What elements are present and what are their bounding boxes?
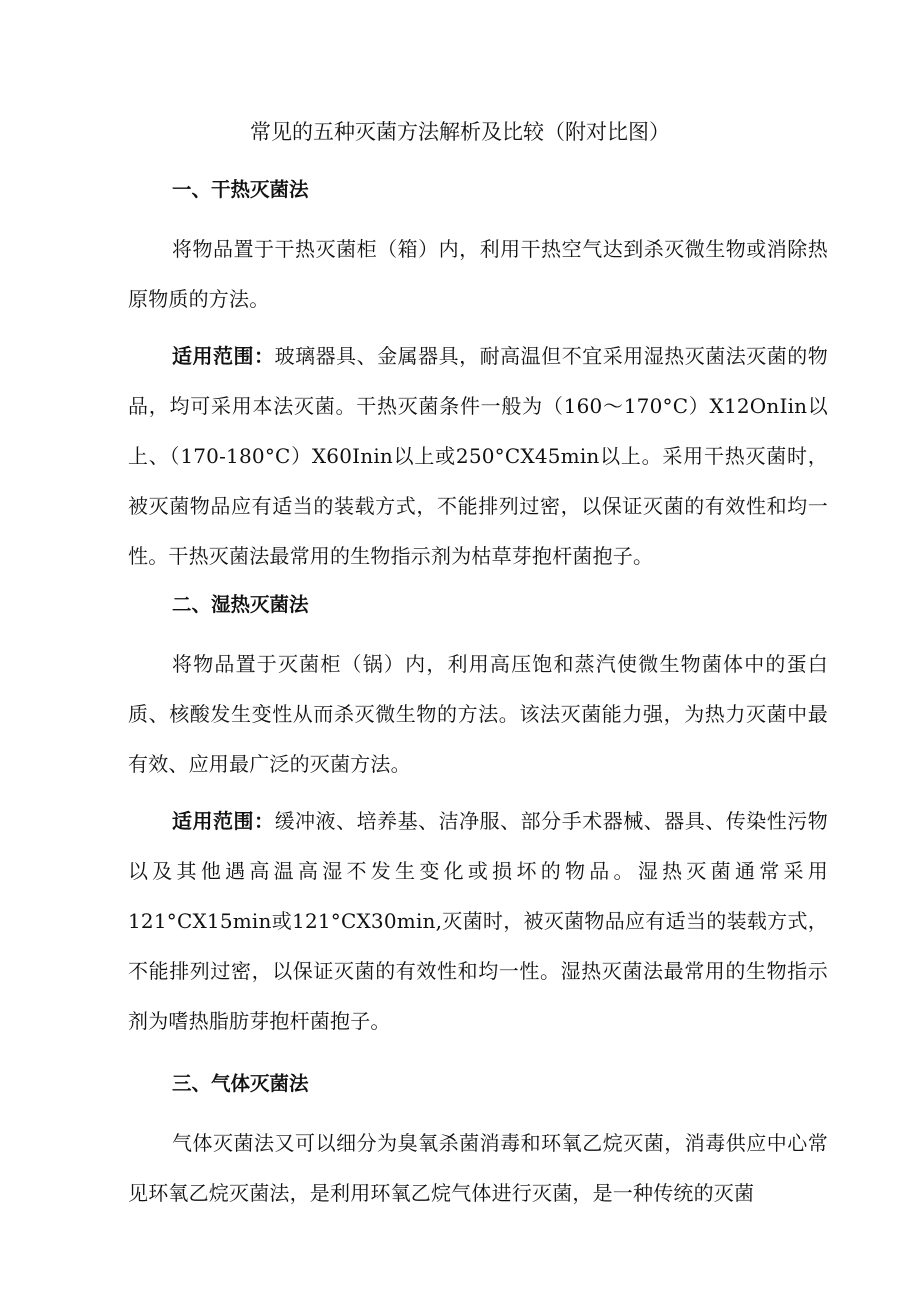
section-gas — [128, 1068, 828, 1218]
scope-label: 适用范围： — [172, 344, 275, 368]
document-title: 常见的五种灭菌方法解析及比较（附对比图） — [250, 120, 670, 144]
scope-text: 缓冲液、培养基、洁净服、部分手术器械、器具、传染性污物以及其他遇高温高湿不发生变化或损坏的物品。湿热灭菌通常采用121°CX15min或121°CX30min,灭菌时，被灭菌物品应有适当的装载方式，不能排列过密，以保证灭菌的有效性和均一性。湿热灭菌法最常用的生物指示剂为嗜热脂肪芽抱杆菌抱子。 — [128, 809, 829, 1033]
section-scope-paragraph — [128, 796, 828, 1046]
scope-label: 适用范围： — [172, 809, 275, 833]
section-heading: 一、干热灭菌法 — [172, 178, 309, 201]
section-moist-heat — [128, 589, 828, 1046]
section-intro-paragraph: 将物品置于灭菌柜（锅）内，利用高压饱和蒸汽使微生物菌体中的蛋白质、核酸发生变性从而杀灭微生物的方法。该法灭菌能力强，为热力灭菌中最有效、应用最广泛的灭菌方法。 — [128, 652, 828, 776]
scope-text: 玻璃器具、金属器具，耐高温但不宜采用湿热灭菌法灭菌的物品，均可采用本法灭菌。干热灭菌条件一般为（160～170°C）X12OnIin以上、（170-180°C）X60Inin以上或250°CX45min以上。采用干热灭菌时，被灭菌物品应有适当的装载方式，不能排列过密，以保证灭菌的有效性和均一性。干热灭菌法最常用的生物指示剂为枯草芽抱杆菌抱子。 — [128, 344, 829, 568]
section-dry-heat — [128, 174, 828, 581]
section-intro-paragraph: 气体灭菌法又可以细分为臭氧杀菌消毒和环氧乙烷灭菌，消毒供应中心常见环氧乙烷灭菌法，是利用环氧乙烷气体进行灭菌，是一种传统的灭菌 — [128, 1131, 828, 1205]
section-scope-paragraph — [128, 331, 828, 581]
section-intro-paragraph: 将物品置于干热灭菌柜（箱）内，利用干热空气达到杀灭微生物或消除热原物质的方法。 — [128, 237, 828, 311]
section-heading: 三、气体灭菌法 — [172, 1072, 309, 1095]
section-heading: 二、湿热灭菌法 — [172, 593, 309, 616]
